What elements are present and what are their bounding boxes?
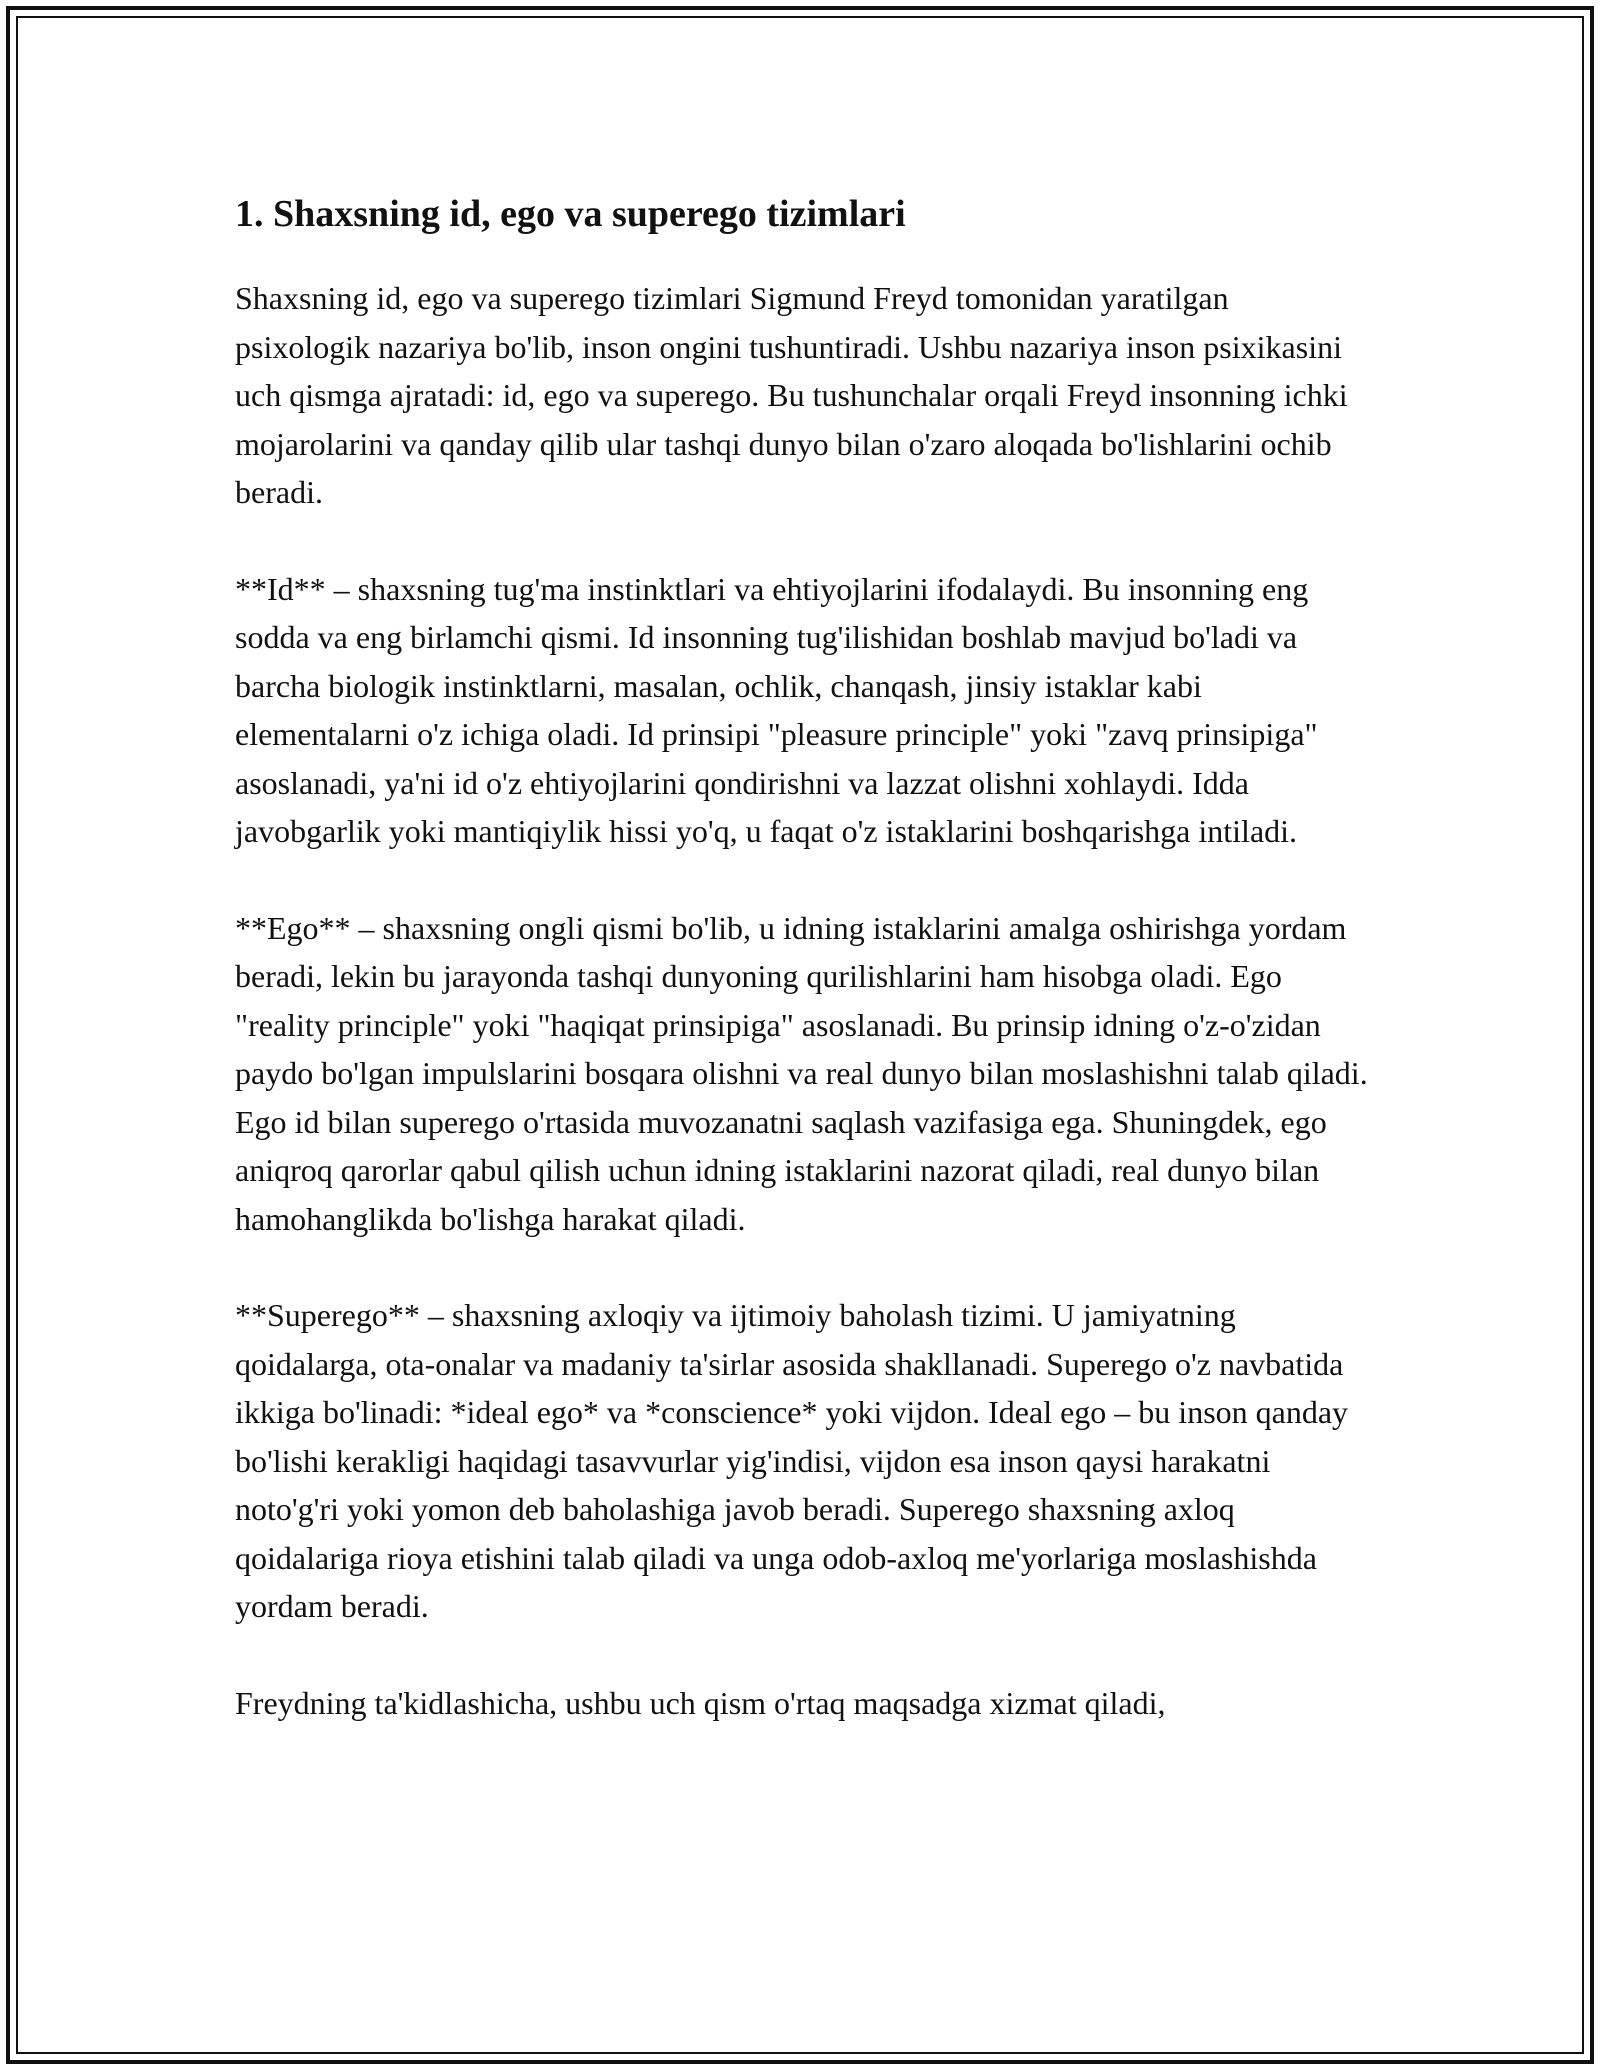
paragraph-superego: **Superego** – shaxsning axloqiy va ijtimoiy baholash tizimi. U jamiyatning qoidalarga, ota-onalar va madaniy ta'sirlar asosida shakllanadi. Superego o'z navbatida ikkiga bo'linadi: *ideal ego* va *conscience* yoki vijdon. Ideal ego – bu inson qanday bo'lishi kerakligi haqidagi tasavvurlar yig'indisi, vijdon esa inson qaysi harakatni noto'g'ri yoki yomon deb baholashiga javob beradi. Superego shaxsning axloq qoidalariga rioya etishini talab qiladi va unga odob-axloq me'yorlariga moslashishda yordam beradi. [235, 1297, 1349, 1624]
document-body [235, 190, 1370, 1775]
paragraph-ego: **Ego** – shaxsning ongli qismi bo'lib, u idning istaklarini amalga oshirishga yordam beradi, lekin bu jarayonda tashqi dunyoning qurilishlarini ham hisobga oladi. Ego "reality principle" yoki "haqiqat prinsipiga" asoslanadi. Bu prinsip idning o'z-o'zidan paydo bo'lgan impulslarini bosqara olishni va real dunyo bilan moslashishni talab qiladi. Ego id bilan superego o'rtasida muvozanatni saqlash vazifasiga ega. Shuningdek, ego aniqroq qarorlar qabul qilish uchun idning istaklarini nazorat qiladi, real dunyo bilan hamohanglikda bo'lishga harakat qiladi. [235, 909, 1368, 1237]
section-heading: 1. Shaxsning id, ego va superego tizimlari [235, 193, 906, 235]
paragraph-freud-conclusion: Freydning ta'kidlashicha, ushbu uch qism o'rtaq maqsadga xizmat qiladi, [235, 1684, 1166, 1721]
paragraph-id: **Id** – shaxsning tug'ma instinktlari va ehtiyojlarini ifodalaydi. Bu insonning eng sodda va eng birlamchi qismi. Id insonning tug'ilishidan boshlab mavjud bo'ladi va barcha biologik instinktlarni, masalan, ochlik, chanqash, jinsiy istaklar kabi elementalarni o'z ichiga oladi. Id prinsipi "pleasure principle" yoki "zavq prinsipiga" asoslanadi, ya'ni id o'z ehtiyojlarini qondirishni va lazzat olishni xohlaydi. Idda javobgarlik yoki mantiqiylik hissi yo'q, u faqat o'z istaklarini boshqarishga intiladi. [235, 570, 1318, 849]
paragraph-intro: Shaxsning id, ego va superego tizimlari Sigmund Freyd tomonidan yaratilgan psixologik nazariya bo'lib, inson ongini tushuntiradi. Ushbu nazariya inson psixikasini uch qismga ajratadi: id, ego va superego. Bu tushunchalar orqali Freyd insonning ichki mojarolarini va qanday qilib ular tashqi dunyo bilan o'zaro aloqada bo'lishlarini ochib beradi. [235, 280, 1348, 510]
